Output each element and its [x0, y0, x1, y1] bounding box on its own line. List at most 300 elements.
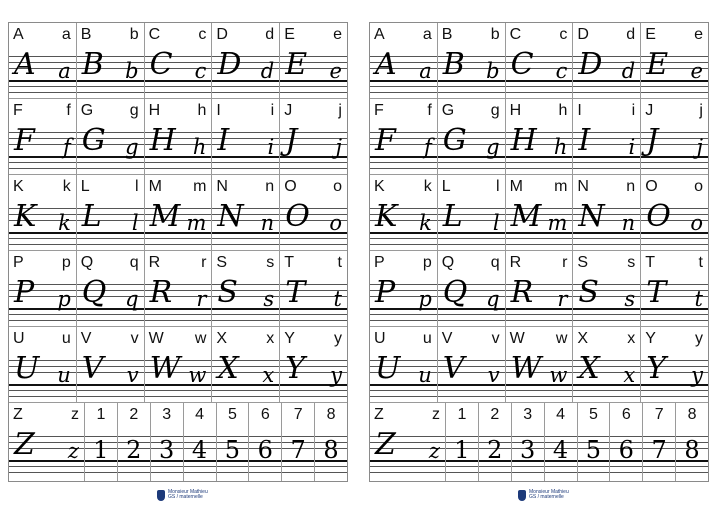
- uppercase-print-letter: A: [374, 26, 385, 43]
- letter-cell: [573, 175, 641, 250]
- printed-digit: 4: [556, 406, 566, 423]
- cursive-digit: [282, 424, 314, 468]
- written-digit: 7: [651, 436, 667, 464]
- cursive-letters: [280, 196, 347, 240]
- letter-cell: [573, 327, 641, 402]
- lowercase-cursive-letter: c: [194, 59, 207, 83]
- written-digit: 1: [93, 436, 109, 464]
- letter-cell: [212, 327, 280, 402]
- cursive-letters: [370, 120, 437, 164]
- uppercase-print-letter: P: [374, 254, 385, 271]
- letter-cell: [370, 175, 438, 250]
- uppercase-cursive-letter: J: [285, 123, 298, 158]
- cursive-letters: [506, 44, 573, 88]
- uppercase-cursive-letter: R: [510, 275, 534, 310]
- print-letters: [145, 328, 212, 350]
- lowercase-cursive-letter: h: [553, 135, 568, 159]
- uppercase-print-letter: S: [577, 254, 589, 271]
- uppercase-cursive-letter: Q: [81, 275, 107, 310]
- letter-cell: [145, 175, 213, 250]
- lowercase-print-letter: u: [422, 330, 432, 347]
- written-digit: 1: [454, 436, 470, 464]
- letter-cell: [77, 175, 145, 250]
- alphabet-sheet: [8, 22, 348, 500]
- cursive-letters: [77, 120, 144, 164]
- lowercase-cursive-letter: d: [260, 59, 275, 83]
- logo-text-line: GS / maternelle: [168, 494, 203, 500]
- lowercase-cursive-letter: c: [555, 59, 568, 83]
- letter-cell: [370, 23, 438, 98]
- uppercase-print-letter: B: [441, 26, 453, 43]
- letter-cell: [9, 99, 77, 174]
- cursive-letters: [145, 196, 212, 240]
- cursive-letters: [573, 348, 640, 392]
- uppercase-cursive-letter: V: [81, 351, 104, 386]
- letter-row: [370, 99, 708, 175]
- uppercase-print-letter: I: [577, 102, 582, 119]
- print-letters: [145, 252, 212, 274]
- lowercase-print-letter: e: [694, 26, 703, 43]
- uppercase-print-letter: D: [216, 26, 228, 43]
- uppercase-cursive-letter: K: [14, 199, 37, 234]
- lowercase-cursive-letter: d: [621, 59, 636, 83]
- uppercase-cursive-letter: D: [217, 47, 242, 82]
- uppercase-print-letter: S: [216, 254, 228, 271]
- lowercase-print-letter: i: [631, 102, 636, 119]
- cursive-letters: [573, 120, 640, 164]
- letter-cell: [145, 99, 213, 174]
- uppercase-cursive-letter: Z: [14, 427, 35, 462]
- uppercase-cursive-letter: Z: [375, 427, 396, 462]
- digit-cell: [184, 403, 217, 481]
- letter-cell: [145, 327, 213, 402]
- printed-digit: 6: [621, 406, 631, 423]
- print-letters: [641, 176, 708, 198]
- cursive-letters: [280, 272, 347, 316]
- lowercase-print-letter: b: [490, 26, 500, 43]
- letter-cell: [145, 23, 213, 98]
- print-letters: [77, 24, 144, 46]
- uppercase-print-letter: W: [509, 330, 525, 347]
- cursive-digit: [446, 424, 478, 468]
- cursive-letters: [641, 120, 708, 164]
- lowercase-print-letter: p: [61, 254, 71, 271]
- uppercase-cursive-letter: A: [375, 47, 397, 82]
- printed-digit: 1: [457, 406, 467, 423]
- letter-cell: [641, 23, 708, 98]
- cursive-letters: [212, 44, 279, 88]
- cursive-letters: [506, 120, 573, 164]
- print-letters: [573, 176, 640, 198]
- print-letters: [641, 328, 708, 350]
- lowercase-cursive-letter: w: [188, 363, 207, 387]
- uppercase-print-letter: G: [441, 102, 455, 119]
- digit-cell: [545, 403, 578, 481]
- letter-cell: [280, 251, 347, 326]
- cursive-letters: [641, 196, 708, 240]
- uppercase-print-letter: X: [577, 330, 589, 347]
- uppercase-cursive-letter: H: [510, 123, 537, 158]
- lowercase-cursive-letter: a: [419, 59, 432, 83]
- lowercase-print-letter: c: [198, 26, 207, 43]
- uppercase-print-letter: T: [284, 254, 294, 271]
- lowercase-print-letter: w: [194, 330, 207, 347]
- uppercase-cursive-letter: U: [375, 351, 401, 386]
- cursive-letters: [370, 348, 437, 392]
- letter-row: [9, 99, 347, 175]
- print-letters: [145, 100, 212, 122]
- uppercase-cursive-letter: G: [442, 123, 467, 158]
- uppercase-print-letter: E: [284, 26, 295, 43]
- cursive-letters: [77, 44, 144, 88]
- print-letters: [438, 176, 505, 198]
- printed-digit: 3: [523, 406, 533, 423]
- lowercase-print-letter: d: [626, 26, 636, 43]
- uppercase-print-letter: B: [80, 26, 92, 43]
- uppercase-print-letter: I: [216, 102, 221, 119]
- uppercase-cursive-letter: A: [14, 47, 36, 82]
- lowercase-print-letter: f: [66, 102, 71, 119]
- lowercase-cursive-letter: j: [696, 135, 703, 159]
- cursive-digit: [578, 424, 610, 468]
- lowercase-cursive-letter: s: [263, 287, 275, 311]
- cursive-digit: [217, 424, 249, 468]
- cursive-letters: [212, 272, 279, 316]
- digit-row: [9, 403, 347, 481]
- digit-cell: [676, 403, 708, 481]
- digit-cell: [446, 403, 479, 481]
- print-letters: [370, 328, 437, 350]
- letter-cell: [9, 175, 77, 250]
- cursive-letters: [280, 120, 347, 164]
- print-letters: [438, 100, 505, 122]
- uppercase-print-letter: V: [441, 330, 453, 347]
- printed-digit: 3: [162, 406, 172, 423]
- uppercase-cursive-letter: X: [578, 351, 600, 386]
- print-letters: [506, 252, 573, 274]
- digit-cell: [151, 403, 184, 481]
- cursive-letters: [77, 348, 144, 392]
- uppercase-print-letter: C: [509, 26, 522, 43]
- letter-cell: [641, 251, 708, 326]
- printed-digit: 7: [293, 406, 303, 423]
- cursive-letters: [438, 44, 505, 88]
- lowercase-cursive-letter: y: [330, 363, 342, 387]
- letter-cell: [212, 23, 280, 98]
- letter-cell: [573, 99, 641, 174]
- written-digit: 2: [487, 436, 503, 464]
- uppercase-cursive-letter: B: [442, 47, 465, 82]
- uppercase-cursive-letter: S: [578, 275, 599, 310]
- cursive-letters: [438, 348, 505, 392]
- cursive-letters: [145, 348, 212, 392]
- cursive-letters: [9, 424, 84, 468]
- uppercase-cursive-letter: M: [149, 199, 181, 234]
- uppercase-print-letter: N: [216, 178, 228, 195]
- uppercase-print-letter: H: [509, 102, 522, 119]
- letter-cell: [9, 251, 77, 326]
- uppercase-print-letter: K: [374, 178, 385, 195]
- print-letters: [641, 252, 708, 274]
- uppercase-print-letter: L: [441, 178, 451, 195]
- lowercase-cursive-letter: m: [547, 211, 568, 235]
- cursive-digit: [249, 424, 281, 468]
- print-digit: [282, 404, 314, 426]
- lowercase-cursive-letter: a: [58, 59, 71, 83]
- uppercase-print-letter: Q: [441, 254, 455, 271]
- print-letters: [370, 100, 437, 122]
- cursive-letters: [573, 196, 640, 240]
- print-letters: [77, 252, 144, 274]
- cursive-digit: [479, 424, 511, 468]
- uppercase-cursive-letter: O: [646, 199, 671, 234]
- uppercase-cursive-letter: D: [578, 47, 603, 82]
- print-letters: [212, 100, 279, 122]
- letter-cell: [506, 99, 574, 174]
- letter-cell: [77, 99, 145, 174]
- cursive-letters: [506, 196, 573, 240]
- letter-cell: [280, 23, 347, 98]
- letter-cell: [9, 403, 85, 481]
- lowercase-cursive-letter: z: [428, 439, 440, 463]
- uppercase-cursive-letter: C: [510, 47, 534, 82]
- letter-cell: [641, 175, 708, 250]
- cursive-letters: [641, 44, 708, 88]
- cursive-letters: [370, 272, 437, 316]
- lowercase-cursive-letter: n: [260, 211, 275, 235]
- print-letters: [9, 252, 76, 274]
- lowercase-print-letter: b: [129, 26, 139, 43]
- print-letters: [9, 328, 76, 350]
- printed-digit: 2: [129, 406, 139, 423]
- lowercase-cursive-letter: e: [329, 59, 342, 83]
- lowercase-print-letter: v: [130, 330, 139, 347]
- lowercase-print-letter: r: [562, 254, 568, 271]
- uppercase-cursive-letter: I: [217, 123, 230, 158]
- uppercase-cursive-letter: W: [149, 351, 181, 386]
- print-letters: [506, 100, 573, 122]
- print-letters: [573, 24, 640, 46]
- written-digit: 5: [585, 436, 602, 464]
- lowercase-print-letter: w: [555, 330, 568, 347]
- uppercase-print-letter: Z: [374, 406, 384, 423]
- lowercase-cursive-letter: s: [624, 287, 636, 311]
- uppercase-print-letter: L: [80, 178, 90, 195]
- print-letters: [506, 328, 573, 350]
- print-letters: [641, 24, 708, 46]
- letter-row: [370, 327, 708, 403]
- letter-cell: [145, 251, 213, 326]
- uppercase-print-letter: F: [13, 102, 23, 119]
- lowercase-cursive-letter: t: [333, 287, 342, 311]
- print-digit: [151, 404, 183, 426]
- uppercase-print-letter: J: [645, 102, 654, 119]
- lowercase-print-letter: q: [490, 254, 500, 271]
- digit-row: [370, 403, 708, 481]
- lowercase-cursive-letter: n: [621, 211, 636, 235]
- letter-cell: [573, 251, 641, 326]
- lowercase-cursive-letter: l: [131, 211, 139, 235]
- print-letters: [370, 176, 437, 198]
- lowercase-print-letter: a: [422, 26, 432, 43]
- print-digit: [118, 404, 150, 426]
- cursive-letters: [212, 120, 279, 164]
- cursive-letters: [280, 44, 347, 88]
- publisher-logo: [518, 488, 576, 502]
- lowercase-cursive-letter: x: [623, 363, 636, 387]
- lowercase-cursive-letter: i: [267, 135, 275, 159]
- print-digit: [184, 404, 216, 426]
- print-letters: [212, 328, 279, 350]
- cursive-digit: [85, 424, 117, 468]
- print-digit: [446, 404, 478, 426]
- uppercase-print-letter: H: [148, 102, 161, 119]
- uppercase-print-letter: O: [284, 178, 297, 195]
- cursive-letters: [9, 44, 76, 88]
- lowercase-cursive-letter: t: [694, 287, 703, 311]
- print-letters: [77, 100, 144, 122]
- lowercase-print-letter: n: [626, 178, 636, 195]
- uppercase-cursive-letter: R: [149, 275, 173, 310]
- printed-digit: 5: [227, 406, 237, 423]
- letter-cell: [280, 99, 347, 174]
- printed-digit: 1: [96, 406, 106, 423]
- uppercase-cursive-letter: Q: [442, 275, 468, 310]
- lowercase-print-letter: k: [423, 178, 432, 195]
- lowercase-cursive-letter: o: [690, 211, 703, 235]
- cursive-letters: [212, 348, 279, 392]
- letter-cell: [370, 251, 438, 326]
- logo-text: [529, 490, 569, 500]
- print-letters: [438, 252, 505, 274]
- lowercase-cursive-letter: j: [335, 135, 342, 159]
- uppercase-cursive-letter: L: [81, 199, 102, 234]
- cursive-letters: [145, 272, 212, 316]
- print-letters: [573, 252, 640, 274]
- cursive-digit: [676, 424, 708, 468]
- digit-cell: [217, 403, 250, 481]
- lowercase-print-letter: a: [61, 26, 71, 43]
- uppercase-cursive-letter: L: [442, 199, 463, 234]
- lowercase-print-letter: n: [265, 178, 275, 195]
- cursive-letters: [573, 44, 640, 88]
- lowercase-print-letter: h: [197, 102, 207, 119]
- uppercase-cursive-letter: F: [14, 123, 35, 158]
- print-letters: [212, 24, 279, 46]
- lowercase-cursive-letter: v: [487, 363, 500, 387]
- lowercase-print-letter: s: [266, 254, 275, 271]
- printed-digit: 5: [588, 406, 598, 423]
- print-digit: [610, 404, 642, 426]
- uppercase-print-letter: W: [148, 330, 164, 347]
- cursive-digit: [118, 424, 150, 468]
- uppercase-print-letter: F: [374, 102, 384, 119]
- uppercase-cursive-letter: S: [217, 275, 238, 310]
- cursive-digit: [151, 424, 183, 468]
- printed-digit: 8: [326, 406, 336, 423]
- logo-text-line: Monsieur Mathieu: [168, 489, 208, 495]
- uppercase-print-letter: T: [645, 254, 655, 271]
- uppercase-cursive-letter: I: [578, 123, 591, 158]
- written-digit: 4: [191, 436, 208, 464]
- letter-cell: [438, 23, 506, 98]
- lowercase-cursive-letter: f: [63, 135, 71, 159]
- lowercase-print-letter: m: [193, 178, 207, 195]
- print-letters: [573, 100, 640, 122]
- uppercase-cursive-letter: T: [285, 275, 306, 310]
- letter-cell: [370, 99, 438, 174]
- digit-cell: [610, 403, 643, 481]
- owl-icon: [518, 490, 526, 501]
- digit-cell: [282, 403, 315, 481]
- lowercase-print-letter: c: [559, 26, 568, 43]
- print-letters: [280, 176, 347, 198]
- lowercase-print-letter: y: [694, 330, 703, 347]
- uppercase-cursive-letter: U: [14, 351, 40, 386]
- uppercase-print-letter: Z: [13, 406, 23, 423]
- uppercase-print-letter: R: [148, 254, 161, 271]
- cursive-digit: [184, 424, 216, 468]
- cursive-digit: [610, 424, 642, 468]
- lowercase-cursive-letter: k: [58, 211, 71, 235]
- letter-cell: [370, 327, 438, 402]
- print-digit: [545, 404, 577, 426]
- letter-cell: [9, 23, 77, 98]
- written-digit: 3: [159, 436, 175, 464]
- uppercase-cursive-letter: E: [285, 47, 308, 82]
- uppercase-cursive-letter: X: [217, 351, 239, 386]
- cursive-letters: [370, 424, 445, 468]
- print-letters: [77, 328, 144, 350]
- print-digit: [85, 404, 117, 426]
- letter-cell: [506, 251, 574, 326]
- cursive-digit: [643, 424, 675, 468]
- lowercase-cursive-letter: b: [125, 59, 139, 83]
- lowercase-cursive-letter: p: [57, 287, 71, 311]
- cursive-digit: [545, 424, 577, 468]
- written-digit: 3: [520, 436, 536, 464]
- uppercase-print-letter: K: [13, 178, 24, 195]
- letter-cell: [212, 99, 280, 174]
- lowercase-print-letter: j: [699, 102, 703, 119]
- letter-cell: [573, 23, 641, 98]
- letter-cell: [641, 327, 708, 402]
- lowercase-print-letter: m: [554, 178, 568, 195]
- lowercase-cursive-letter: o: [329, 211, 342, 235]
- cursive-letters: [145, 44, 212, 88]
- letter-cell: [438, 327, 506, 402]
- uppercase-print-letter: P: [13, 254, 24, 271]
- print-digit: [578, 404, 610, 426]
- lowercase-print-letter: x: [627, 330, 636, 347]
- lowercase-cursive-letter: e: [690, 59, 703, 83]
- cursive-letters: [77, 272, 144, 316]
- digit-cell: [85, 403, 118, 481]
- cursive-letters: [438, 196, 505, 240]
- uppercase-cursive-letter: C: [149, 47, 173, 82]
- uppercase-print-letter: U: [374, 330, 386, 347]
- digit-cell: [479, 403, 512, 481]
- written-digit: 6: [618, 436, 634, 464]
- uppercase-cursive-letter: N: [578, 199, 605, 234]
- cursive-letters: [370, 44, 437, 88]
- print-letters: [641, 100, 708, 122]
- cursive-letters: [9, 196, 76, 240]
- cursive-digit: [315, 424, 347, 468]
- cursive-digit: [512, 424, 544, 468]
- letter-row: [9, 251, 347, 327]
- alphabet-sheet: [369, 22, 709, 500]
